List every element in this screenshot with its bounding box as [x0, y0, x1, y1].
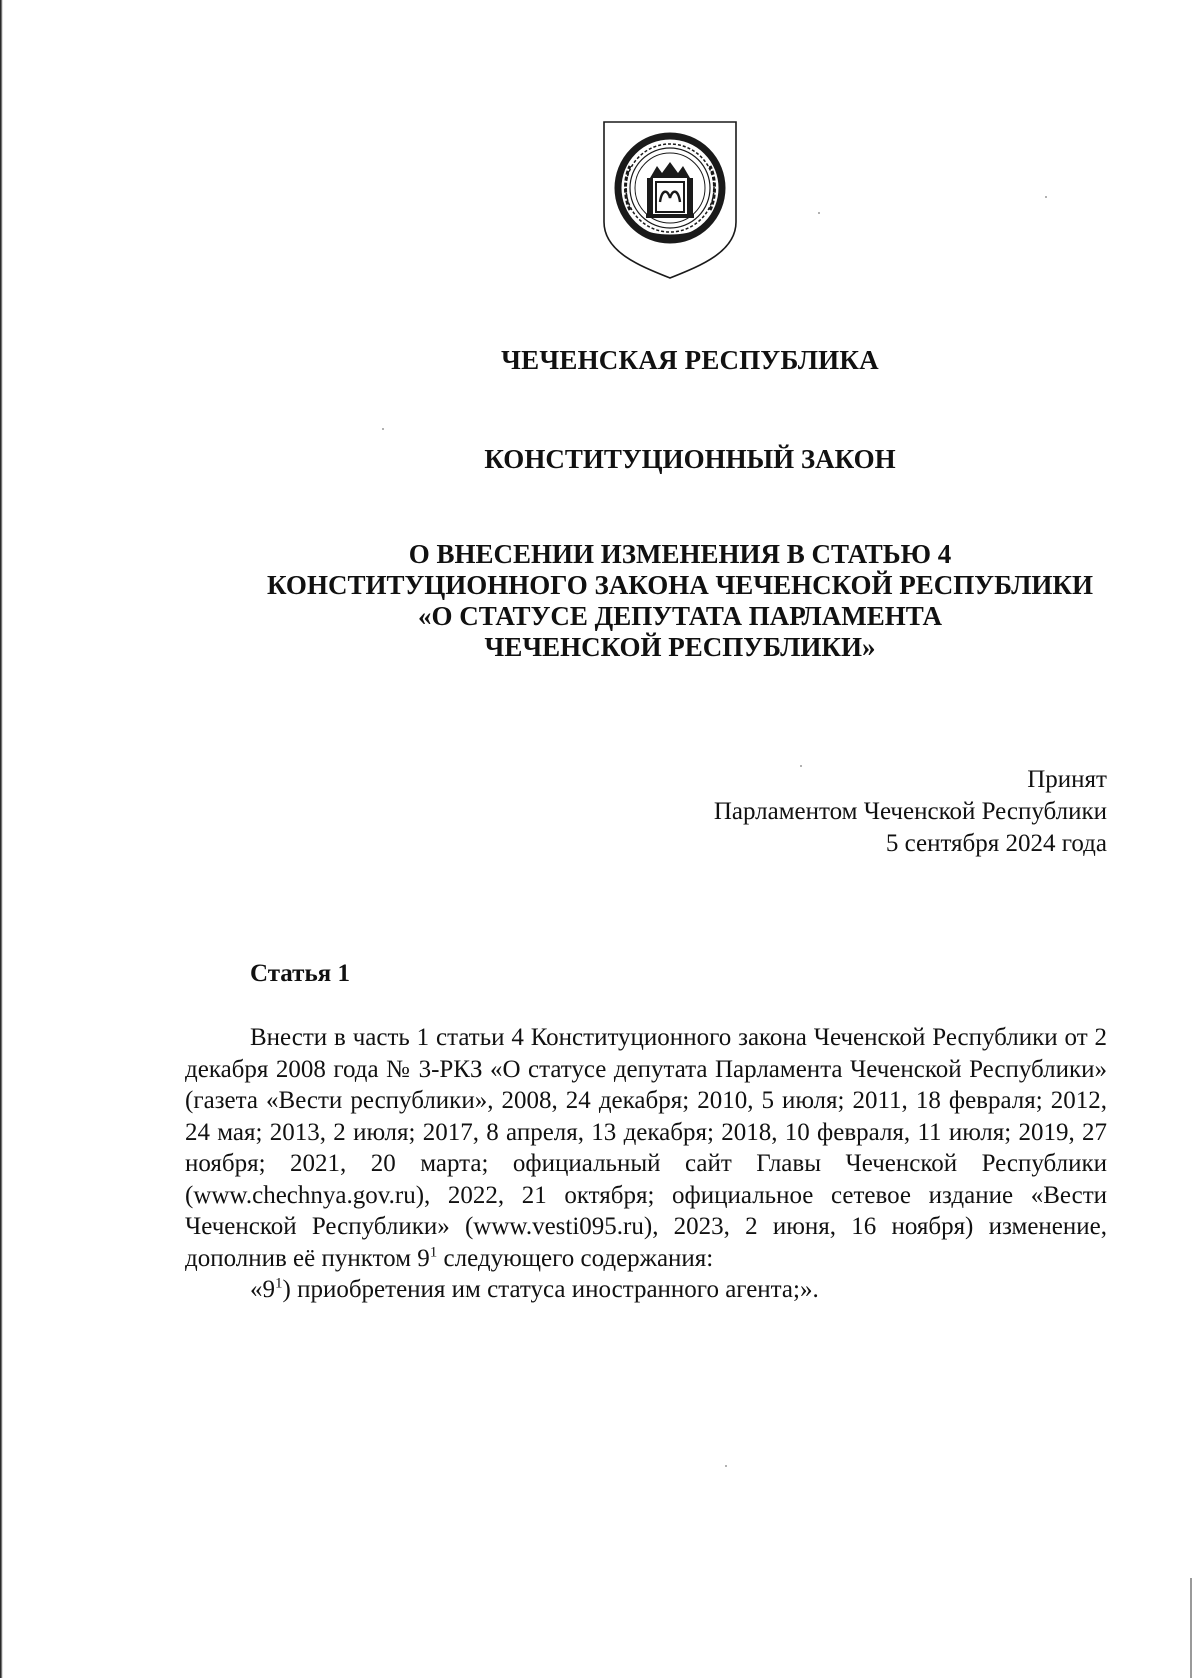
law-title-line-3: «О СТАТУСЕ ДЕПУТАТА ПАРЛАМЕНТА	[418, 601, 942, 631]
article-paragraph	[185, 1022, 1107, 1274]
amendment-text	[185, 1274, 1107, 1306]
article-paragraph-text: Внести в часть 1 статьи 4 Конституционного закона Чеченской Республики от 2 декабря 2008 года № 3-РКЗ «О статусе депутата Парламента Чеченской Республики» (газета «Вести республики», 2008, 24 декабря; 2010, 5 июля; 2011, 18 февраля; 2012, 24 мая; 2013, 2 июля; 2017, 8 апреля, 13 декабря; 2018, 10 февраля, 11 июля; 2019, 27 ноября; 2021, 20 марта; официальный сайт Главы Чеченской Республики (www.chechnya.gov.ru), 2022, 21 октября; официальное сетевое издание «Вести Чеченской Республики» (www.vesti095.ru), 2023, 2 июня, 16 ноября) изменение, дополнив её пунктом 9	[185, 1024, 1107, 1272]
adoption-line-2: Парламентом Чеченской Республики	[713, 798, 1107, 825]
amendment-superscript: 1	[275, 1275, 283, 1292]
adoption-date: 5 сентября 2024 года	[885, 830, 1107, 857]
law-type-heading: КОНСТИТУЦИОННЫЙ ЗАКОН	[484, 444, 896, 474]
amendment-open: «9	[250, 1276, 275, 1303]
law-title-line-4: ЧЕЧЕНСКОЙ РЕСПУБЛИКИ»	[484, 632, 876, 662]
adoption-block	[714, 764, 1107, 860]
scan-edge-left	[0, 0, 3, 1678]
law-title	[180, 539, 1180, 663]
article-heading: Статья 1	[250, 960, 350, 987]
coat-of-arms-icon	[600, 118, 740, 282]
republic-heading: ЧЕЧЕНСКАЯ РЕСПУБЛИКА	[501, 345, 879, 375]
article-paragraph-tail: следующего содержания:	[437, 1244, 714, 1272]
scan-speck	[1045, 196, 1047, 198]
article-body	[185, 1022, 1107, 1306]
scan-speck	[725, 1465, 727, 1467]
scan-speck	[382, 428, 384, 430]
scan-edge-right	[1190, 1578, 1192, 1678]
scan-speck	[800, 765, 802, 767]
adoption-line-1: Принят	[1027, 766, 1107, 793]
paragraph-superscript: 1	[429, 1244, 438, 1261]
law-title-line-1: О ВНЕСЕНИИ ИЗМЕНЕНИЯ В СТАТЬЮ 4	[408, 539, 952, 569]
amendment-body: ) приобретения им статуса иностранного агента;».	[282, 1276, 819, 1303]
law-title-line-2: КОНСТИТУЦИОННОГО ЗАКОНА ЧЕЧЕНСКОЙ РЕСПУБЛИКИ	[267, 570, 1093, 600]
scan-speck	[818, 212, 820, 214]
